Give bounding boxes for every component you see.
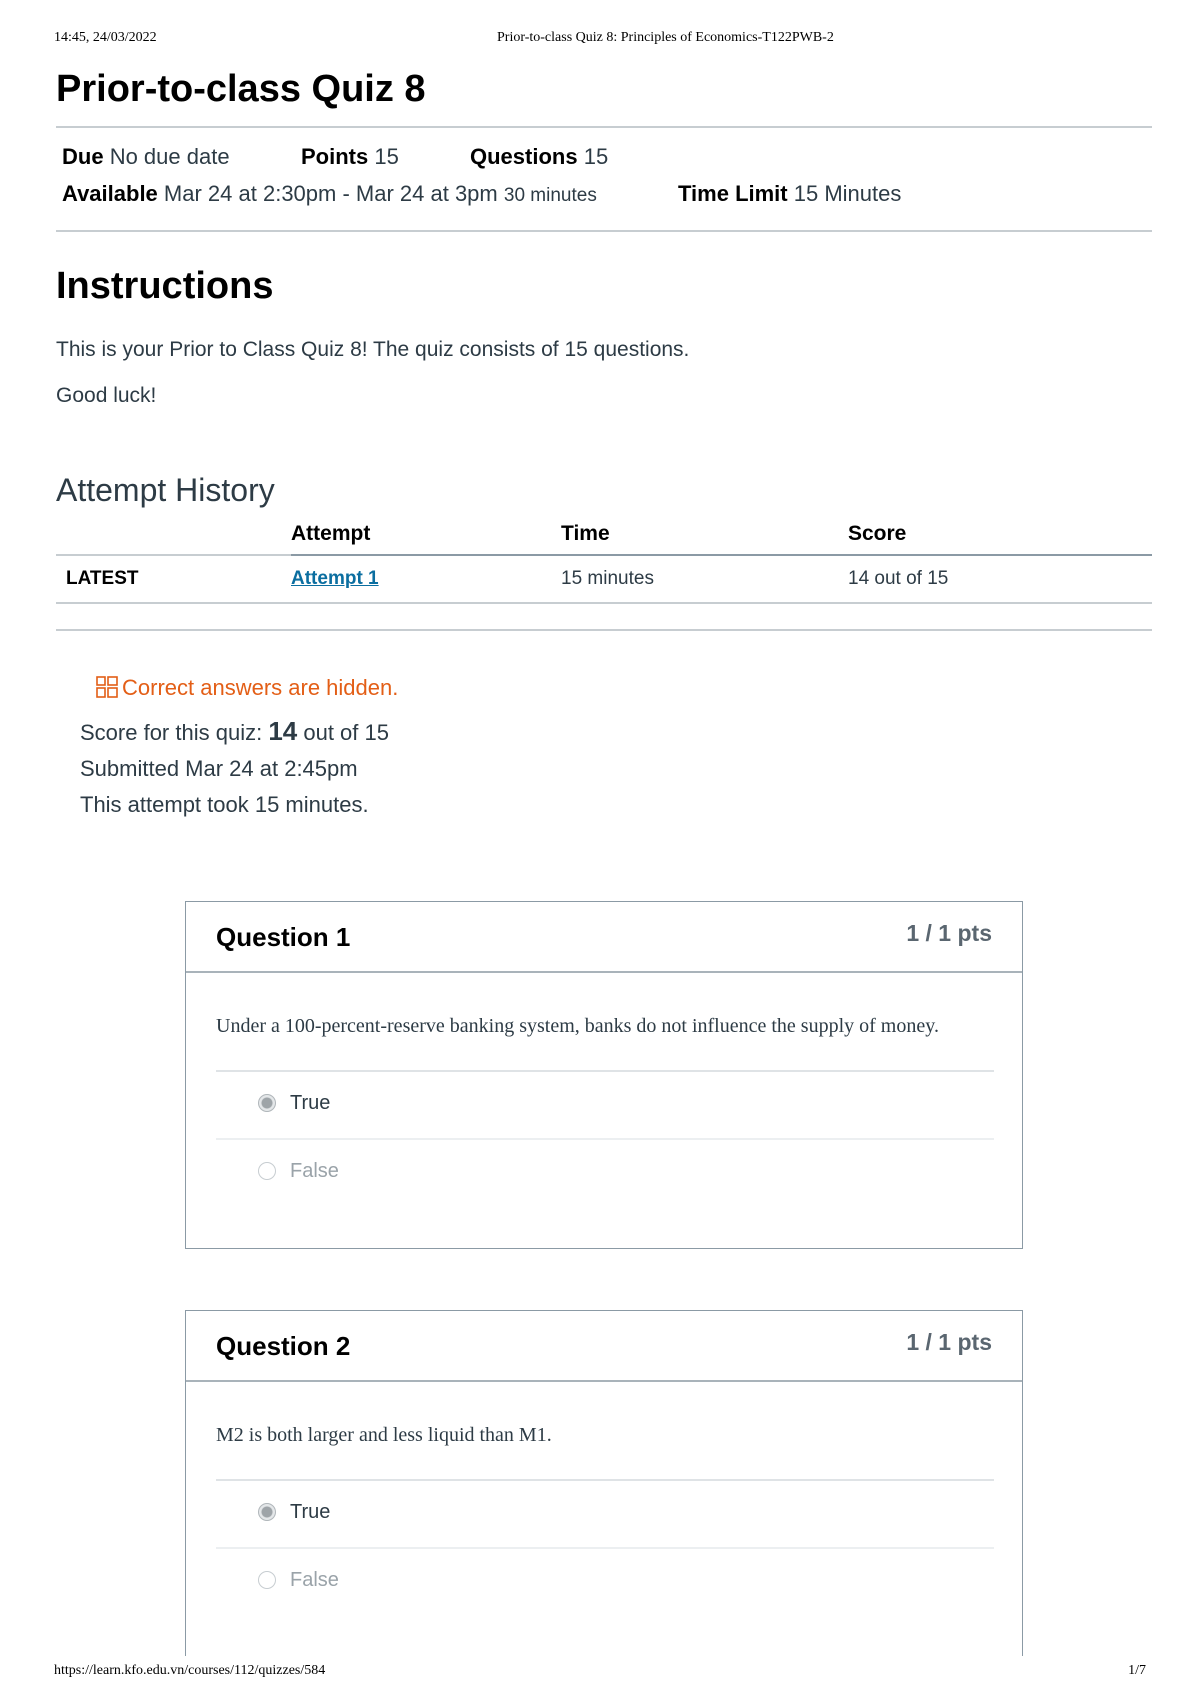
print-footer [54, 1663, 1146, 1683]
answer-option [216, 1549, 994, 1615]
time-cell: 15 minutes [561, 555, 848, 603]
table-header-row [56, 516, 1152, 555]
due-value: No due date [109, 144, 230, 169]
attempt-cell [291, 555, 561, 603]
questions-detail [470, 144, 608, 170]
score-suffix: out of 15 [303, 720, 389, 745]
points-value: 15 [374, 144, 399, 169]
points-label: Points [301, 144, 369, 169]
answer-option [216, 1140, 994, 1206]
column-header: Time [561, 516, 848, 555]
question-body [186, 973, 1022, 1206]
question-header [186, 1311, 1022, 1382]
question-title: Question 2 [216, 1331, 351, 1361]
quiz-title: Prior-to-class Quiz 8 [56, 68, 426, 110]
question-points: 1 / 1 pts [906, 1329, 992, 1355]
score-prefix: Score for this quiz: [80, 720, 263, 745]
answer-label: True [290, 1092, 331, 1114]
column-header: Attempt [291, 516, 561, 555]
instructions-text: Good luck! [56, 384, 157, 407]
available-duration: 30 minutes [503, 185, 597, 206]
available-value: Mar 24 at 2:30pm - Mar 24 at 3pm [163, 181, 498, 206]
details-row-1 [62, 144, 230, 170]
attempt-link[interactable]: Attempt 1 [291, 568, 379, 589]
radio-unselected-icon [258, 1571, 276, 1589]
print-page-title: Prior-to-class Quiz 8: Principles of Economics-T122PWB-2 [497, 30, 834, 45]
quiz-details [56, 128, 1152, 230]
due-label: Due [62, 144, 104, 169]
instructions-heading: Instructions [56, 265, 274, 307]
question-title: Question 1 [216, 922, 351, 952]
submitted-line: Submitted Mar 24 at 2:45pm [80, 756, 358, 781]
question-body [186, 1382, 1022, 1615]
print-header [54, 30, 1146, 50]
print-url: https://learn.kfo.edu.vn/courses/112/quizzes/584 [54, 1663, 326, 1678]
available-detail [62, 181, 597, 207]
radio-unselected-icon [258, 1162, 276, 1180]
divider [56, 629, 1152, 631]
answer-label: False [290, 1160, 339, 1182]
instructions-text: This is your Prior to Class Quiz 8! The quiz consists of 15 questions. [56, 338, 690, 361]
available-label: Available [62, 181, 158, 206]
questions-label: Questions [470, 144, 578, 169]
radio-selected-icon [258, 1503, 276, 1521]
answer-option [216, 1072, 994, 1140]
score-cell: 14 out of 15 [848, 555, 1152, 603]
question-text: Under a 100-percent-reserve banking system, banks do not influence the supply of money. [216, 973, 994, 1072]
duration-line: This attempt took 15 minutes. [80, 792, 369, 817]
radio-selected-icon [258, 1094, 276, 1112]
score-value: 14 [268, 716, 298, 746]
answer-label: False [290, 1569, 339, 1591]
quiz-summary [80, 713, 1152, 823]
grid-icon [96, 676, 118, 698]
question-text: M2 is both larger and less liquid than M1. [216, 1382, 994, 1481]
answer-label: True [290, 1501, 331, 1523]
print-datetime: 14:45, 24/03/2022 [54, 30, 157, 45]
page-number: 1/7 [1128, 1663, 1146, 1678]
attempt-history-heading: Attempt History [56, 472, 275, 508]
quiz-content [56, 60, 1152, 823]
divider [56, 230, 1152, 232]
latest-tag: LATEST [56, 555, 291, 603]
questions-value: 15 [583, 144, 609, 169]
question-header [186, 902, 1022, 973]
question-card [185, 1310, 1023, 1656]
attempt-history-table [56, 516, 1152, 604]
notice-text: Correct answers are hidden. [122, 675, 399, 700]
time-limit-value: 15 Minutes [793, 181, 902, 206]
points-detail [301, 144, 399, 170]
answer-option [216, 1481, 994, 1549]
score-line [80, 713, 1152, 751]
column-header [56, 516, 291, 555]
time-limit-label: Time Limit [678, 181, 788, 206]
table-row [56, 555, 1152, 603]
column-header: Score [848, 516, 1152, 555]
time-limit-detail [678, 181, 901, 207]
question-card [185, 901, 1023, 1249]
question-points: 1 / 1 pts [906, 920, 992, 946]
correct-answers-notice [96, 675, 1152, 701]
